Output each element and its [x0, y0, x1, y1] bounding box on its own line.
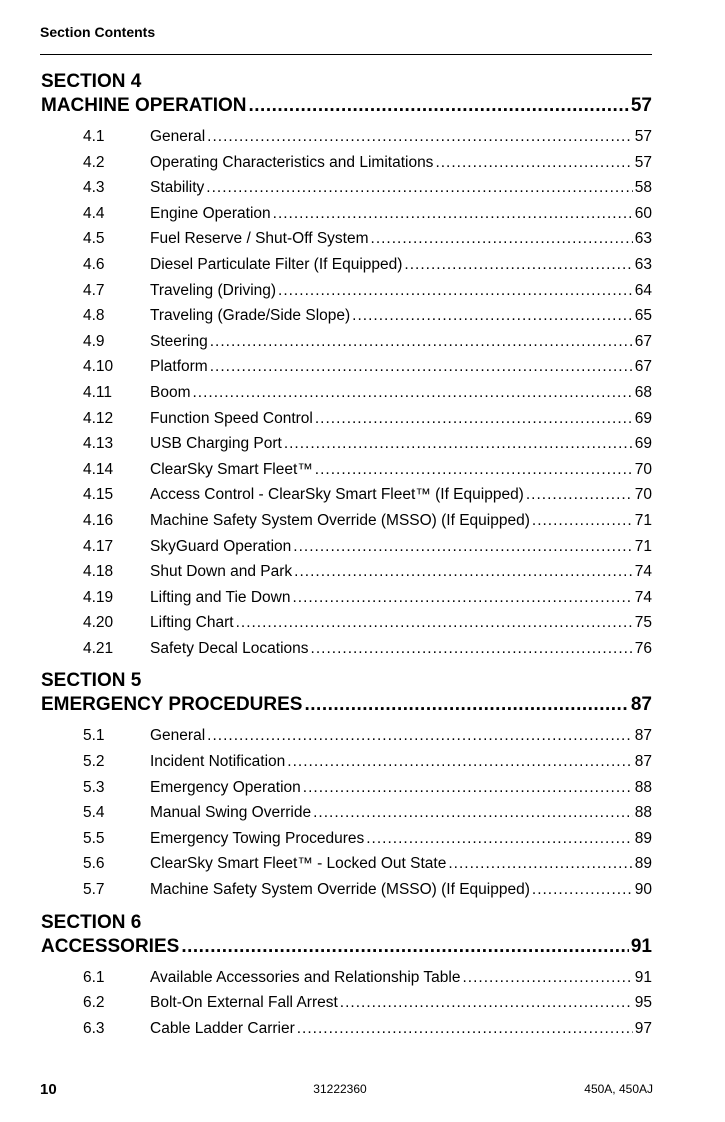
dot-leader	[313, 800, 633, 826]
entry-number: 4.10	[83, 358, 114, 376]
dot-leader	[366, 826, 633, 852]
toc-entry[interactable]	[41, 252, 652, 278]
toc-entry[interactable]	[41, 431, 652, 457]
entry-number: 4.1	[83, 128, 105, 145]
section-title: ACCESSORIES	[41, 935, 180, 957]
toc-section	[41, 911, 652, 1042]
dot-leader	[532, 508, 633, 534]
dot-leader	[293, 534, 632, 560]
entry-title: Platform	[150, 358, 208, 376]
entry-title: Steering	[150, 332, 208, 350]
dot-leader	[207, 124, 633, 150]
entry-page: 58	[634, 179, 652, 197]
toc-entry[interactable]	[41, 150, 652, 176]
toc-entry[interactable]	[41, 380, 652, 406]
toc-entry[interactable]	[41, 851, 652, 877]
entry-number: 6.1	[83, 968, 105, 986]
toc-entry[interactable]	[41, 329, 652, 355]
entry-title: Engine Operation	[150, 204, 271, 222]
dot-leader	[303, 775, 633, 801]
toc-entry[interactable]	[41, 610, 652, 636]
dot-leader	[435, 150, 632, 176]
dot-leader	[206, 175, 632, 201]
entry-title: Cable Ladder Carrier	[150, 1019, 295, 1037]
dot-leader	[284, 431, 633, 457]
entry-number: 4.6	[83, 255, 105, 273]
toc-entry[interactable]	[41, 201, 652, 227]
section-label: SECTION 4	[41, 71, 142, 92]
section-title: EMERGENCY PROCEDURES	[41, 694, 303, 716]
entry-page: 91	[634, 968, 652, 986]
entry-page: 71	[634, 537, 652, 555]
entry-page: 70	[634, 486, 652, 504]
entry-page: 64	[634, 281, 652, 299]
entry-number: 4.7	[83, 281, 105, 299]
dot-leader	[248, 94, 628, 118]
entry-page: 67	[634, 358, 652, 376]
section-label: SECTION 5	[41, 670, 142, 692]
toc-entry[interactable]	[41, 775, 652, 801]
header-rule	[40, 54, 652, 55]
dot-leader	[304, 693, 628, 717]
entry-page: 87	[634, 753, 652, 771]
dot-leader	[404, 252, 632, 278]
dot-leader	[352, 303, 633, 329]
section-heading[interactable]	[41, 94, 652, 118]
entry-page: 57	[634, 153, 652, 171]
section-page: 91	[630, 935, 652, 957]
dot-leader	[278, 278, 633, 304]
toc-entry[interactable]	[41, 278, 652, 304]
entry-page: 76	[634, 639, 652, 657]
dot-leader	[287, 749, 632, 775]
entry-title: Stability	[150, 179, 205, 197]
entry-number: 4.15	[83, 486, 114, 504]
entry-number: 5.7	[83, 881, 105, 899]
entry-page: 71	[634, 511, 652, 529]
toc-entry[interactable]	[41, 175, 652, 201]
entry-number: 4.14	[83, 460, 114, 478]
dot-leader	[526, 482, 633, 508]
entry-title: General	[150, 128, 206, 145]
entry-number: 4.2	[83, 153, 105, 171]
entry-number: 5.2	[83, 753, 105, 771]
entry-page: 90	[634, 881, 652, 899]
entry-page: 67	[634, 332, 652, 350]
section-page: 87	[630, 694, 652, 716]
toc-entry[interactable]	[41, 990, 652, 1016]
dot-leader	[462, 965, 632, 991]
entry-page: 88	[634, 804, 652, 822]
entry-title: Fuel Reserve / Shut-Off System	[150, 230, 369, 248]
entry-title: Bolt-On External Fall Arrest	[150, 994, 338, 1012]
footer-page-number: 10	[40, 1081, 57, 1098]
entry-page: 97	[634, 1019, 652, 1037]
entry-page: 65	[634, 307, 652, 325]
entry-number: 5.3	[83, 778, 105, 796]
toc-entry[interactable]	[41, 585, 652, 611]
entry-page: 75	[634, 614, 652, 632]
table-of-contents	[41, 70, 652, 1049]
entry-title: Safety Decal Locations	[150, 639, 309, 657]
entry-number: 6.3	[83, 1019, 105, 1037]
toc-entry[interactable]	[41, 636, 652, 662]
entry-page: 68	[634, 383, 652, 401]
entry-page: 60	[634, 204, 652, 222]
dot-leader	[297, 1016, 633, 1042]
page-header-title: Section Contents	[40, 24, 156, 40]
entry-number: 4.11	[83, 383, 113, 401]
toc-entry[interactable]	[41, 800, 652, 826]
dot-leader	[210, 354, 633, 380]
entry-title: Function Speed Control	[150, 409, 313, 427]
entry-number: 4.17	[83, 537, 114, 555]
dot-leader	[311, 636, 633, 662]
toc-section	[41, 70, 652, 661]
dot-leader	[532, 877, 633, 903]
entry-page: 89	[634, 855, 652, 873]
section-label: SECTION 6	[41, 911, 142, 933]
entry-number: 5.5	[83, 829, 105, 847]
entry-title: Emergency Operation	[150, 778, 301, 796]
entry-number: 4.19	[83, 588, 114, 606]
page-footer	[40, 1082, 653, 1102]
entry-number: 4.3	[83, 179, 105, 197]
toc-entry[interactable]	[41, 508, 652, 534]
dot-leader	[292, 585, 632, 611]
footer-doc-number: 31222360	[313, 1082, 367, 1096]
entry-page: 74	[634, 588, 652, 606]
toc-entry[interactable]	[41, 124, 652, 150]
entry-title: Available Accessories and Relationship Table	[150, 968, 461, 986]
entry-title: Machine Safety System Override (MSSO) (If Equipped)	[150, 881, 530, 899]
dot-leader	[315, 406, 633, 432]
toc-entry[interactable]	[41, 723, 652, 749]
dot-leader	[294, 559, 633, 585]
entry-page: 87	[634, 727, 652, 745]
dot-leader	[448, 851, 632, 877]
dot-leader	[181, 935, 629, 959]
entry-number: 4.9	[83, 332, 105, 350]
entry-title: Traveling (Driving)	[150, 281, 277, 299]
section-heading[interactable]	[41, 693, 652, 717]
entry-title: Traveling (Grade/Side Slope)	[150, 307, 351, 325]
entry-title: Shut Down and Park	[150, 563, 293, 581]
entry-title: General	[150, 727, 206, 745]
dot-leader	[210, 329, 633, 355]
entry-number: 4.20	[83, 614, 114, 632]
toc-entry[interactable]	[41, 406, 652, 432]
footer-models: 450A, 450AJ	[584, 1082, 653, 1096]
dot-leader	[315, 457, 633, 483]
entry-page: 88	[634, 778, 652, 796]
entry-number: 4.8	[83, 307, 105, 325]
toc-entry[interactable]	[41, 457, 652, 483]
toc-entry[interactable]	[41, 1016, 652, 1042]
entry-title: Boom	[150, 383, 191, 401]
toc-entry[interactable]	[41, 559, 652, 585]
entry-page: 89	[634, 829, 652, 847]
entry-page: 74	[634, 563, 652, 581]
dot-leader	[193, 380, 633, 406]
entry-page: 70	[634, 460, 652, 478]
entry-number: 5.4	[83, 804, 105, 822]
dot-leader	[371, 226, 633, 252]
dot-leader	[340, 990, 633, 1016]
toc-entry[interactable]	[41, 749, 652, 775]
entry-title: Diesel Particulate Filter (If Equipped)	[150, 255, 403, 273]
entry-title: Access Control - ClearSky Smart Fleet™ (If Equipped)	[150, 486, 524, 504]
entry-page: 95	[634, 994, 652, 1012]
entry-number: 5.6	[83, 855, 105, 873]
entry-title: Machine Safety System Override (MSSO) (If Equipped)	[150, 511, 530, 529]
toc-entry[interactable]	[41, 482, 652, 508]
entry-title: Lifting and Tie Down	[150, 588, 291, 606]
section-page: 57	[630, 95, 652, 116]
entry-number: 4.4	[83, 204, 105, 222]
entry-title: Incident Notification	[150, 753, 286, 771]
entry-title: ClearSky Smart Fleet™	[150, 460, 313, 478]
entry-title: USB Charging Port	[150, 435, 282, 453]
entry-page: 69	[634, 435, 652, 453]
dot-leader	[236, 610, 633, 636]
toc-entry[interactable]	[41, 826, 652, 852]
entry-number: 5.1	[83, 727, 105, 745]
toc-section	[41, 669, 652, 902]
dot-leader	[273, 201, 633, 227]
entry-number: 4.12	[83, 409, 114, 427]
dot-leader	[207, 723, 633, 749]
entry-number: 4.18	[83, 563, 114, 581]
entry-page: 63	[634, 255, 652, 273]
entry-title: Operating Characteristics and Limitations	[150, 153, 434, 171]
toc-entry[interactable]	[41, 303, 652, 329]
toc-entry[interactable]	[41, 354, 652, 380]
entry-page: 57	[634, 128, 652, 145]
entry-title: Manual Swing Override	[150, 804, 312, 822]
entry-title: ClearSky Smart Fleet™ - Locked Out State	[150, 855, 447, 873]
entry-title: Lifting Chart	[150, 614, 234, 632]
entry-title: Emergency Towing Procedures	[150, 829, 365, 847]
toc-entry[interactable]	[41, 534, 652, 560]
entry-number: 4.5	[83, 230, 105, 248]
entry-page: 69	[634, 409, 652, 427]
entry-number: 4.13	[83, 435, 114, 453]
entry-title: SkyGuard Operation	[150, 537, 292, 555]
entry-page: 63	[634, 230, 652, 248]
toc-entry[interactable]	[41, 965, 652, 991]
entry-number: 4.16	[83, 511, 114, 529]
toc-entry[interactable]	[41, 226, 652, 252]
section-heading[interactable]	[41, 935, 652, 959]
toc-entry[interactable]	[41, 877, 652, 903]
entry-number: 6.2	[83, 994, 105, 1012]
page-header	[40, 24, 652, 55]
section-title: MACHINE OPERATION	[41, 95, 247, 116]
entry-number: 4.21	[83, 639, 114, 657]
